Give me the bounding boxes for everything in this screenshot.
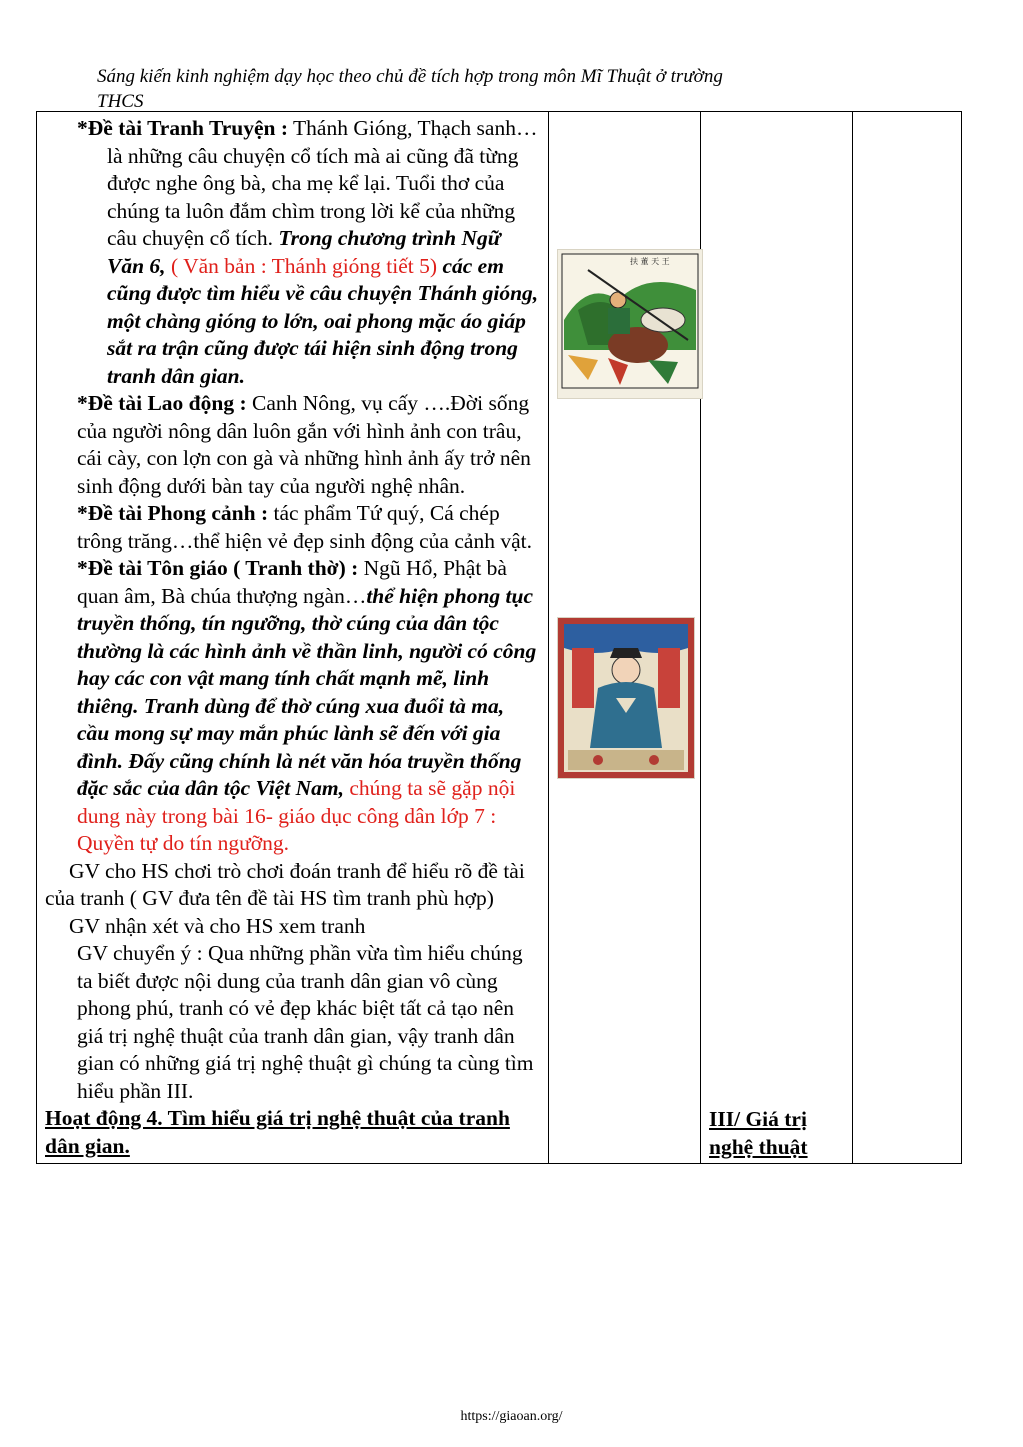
thanh-giong-painting: [557, 249, 703, 399]
text-truyen: Thánh Gióng, Thạch sanh…là những câu chuyện cổ tích mà ai cũng đã từng được nghe ông bà, cha mẹ kể lại. Tuổi thơ của chúng ta luôn đắm chìm trong lời kể của những câu chuyện cổ tích.: [107, 116, 538, 250]
image-cell: [549, 112, 701, 1164]
thanh-giong-illustration: [558, 250, 702, 398]
content-cell: [37, 112, 549, 1164]
header-line-1: Sáng kiến kinh nghiệm dạy học theo chủ đề tích hợp trong môn Mĩ Thuật ở trường: [97, 66, 723, 87]
section-heading: III/ Giá trị nghệ thuật: [709, 1107, 808, 1159]
label-laodong: *Đề tài Lao động :: [77, 391, 247, 415]
label-phongcanh: *Đề tài Phong cảnh :: [77, 501, 269, 525]
red-truyen: ( Văn bản : Thánh gióng tiết 5): [165, 253, 438, 278]
svg-text:扶 董 天 王: 扶 董 天 王: [630, 257, 670, 266]
label-truyen: *Đề tài Tranh Truyện :: [77, 116, 289, 140]
text-tongiao: Ngũ Hổ, Phật bà quan âm, Bà chúa thượng ngàn…: [77, 556, 507, 608]
paragraph-tongiao: [45, 555, 540, 858]
paragraph-truyen: [45, 115, 540, 390]
paragraph-gv-2: GV nhận xét và cho HS xem tranh: [69, 913, 366, 938]
text-phongcanh: tác phẩm Tứ quý, Cá chép trông trăng…thể hiện vẻ đẹp sinh động của cảnh vật.: [77, 501, 532, 553]
italic-truyen-1: Trong chương trình Ngữ Văn 6,: [107, 226, 501, 278]
page-header: [97, 64, 857, 114]
worship-painting: [557, 617, 695, 779]
lesson-table: [36, 111, 962, 1164]
table-row: [37, 112, 962, 1164]
section-cell: [701, 112, 853, 1164]
paragraph-gv-3: GV chuyển ý : Qua những phần vừa tìm hiểu chúng ta biết được nội dung của tranh dân gian vô cùng phong phú, tranh có vẻ đẹp khác biệt tất cả tạo nên giá trị nghệ thuật của tranh dân gian, vậy tranh dân gian có những giá trị nghệ thuật gì chúng ta cùng tìm hiểu phần III.: [77, 941, 534, 1103]
paragraph-laodong: [45, 390, 540, 500]
footer-url: https://giaoan.org/: [460, 1409, 563, 1424]
activity-heading: Hoạt động 4. Tìm hiểu giá trị nghệ thuật của tranh dân gian.: [45, 1106, 510, 1158]
empty-cell: [853, 112, 962, 1164]
text-laodong: Canh Nông, vụ cấy ….Đời sống của người nông dân luôn gắn với hình ảnh con trâu, cái cày, con lợn con gà và những hình ảnh ấy trở nên sinh động dưới bàn tay của người nghệ nhân.: [77, 391, 531, 498]
worship-illustration: [558, 618, 694, 778]
label-tongiao: *Đề tài Tôn giáo ( Tranh thờ) :: [77, 556, 359, 580]
paragraph-gv-1: GV cho HS chơi trò chơi đoán tranh để hiểu rõ đề tài của tranh ( GV đưa tên đề tài HS tìm tranh phù hợp): [45, 858, 525, 910]
paragraph-phongcanh: [45, 500, 540, 555]
header-line-2: THCS: [97, 91, 144, 112]
italic-truyen-2: các em cũng được tìm hiểu về câu chuyện Thánh gióng, một chàng gióng to lớn, oai phong mặc áo giáp sắt ra trận cũng được tái hiện sinh động trong tranh dân gian.: [107, 253, 539, 388]
italic-tongiao: thể hiện phong tục truyền thống, tín ngưỡng, thờ cúng của dân tộc thường là các hình ảnh về thần linh, người có công hay các con vật mang tính chất mạnh mẽ, linh thiêng. Tranh dùng để thờ cúng xua đuổi tà ma, cầu mong sự may mắn phúc lành sẽ đến với gia đình. Đấy cũng chính là nét văn hóa truyền thống đặc sắc của dân tộc Việt Nam,: [77, 583, 537, 800]
red-tongiao: chúng ta sẽ gặp nội dung này trong bài 16- giáo dục công dân lớp 7 : Quyền tự do tín ngưỡng.: [77, 776, 516, 855]
